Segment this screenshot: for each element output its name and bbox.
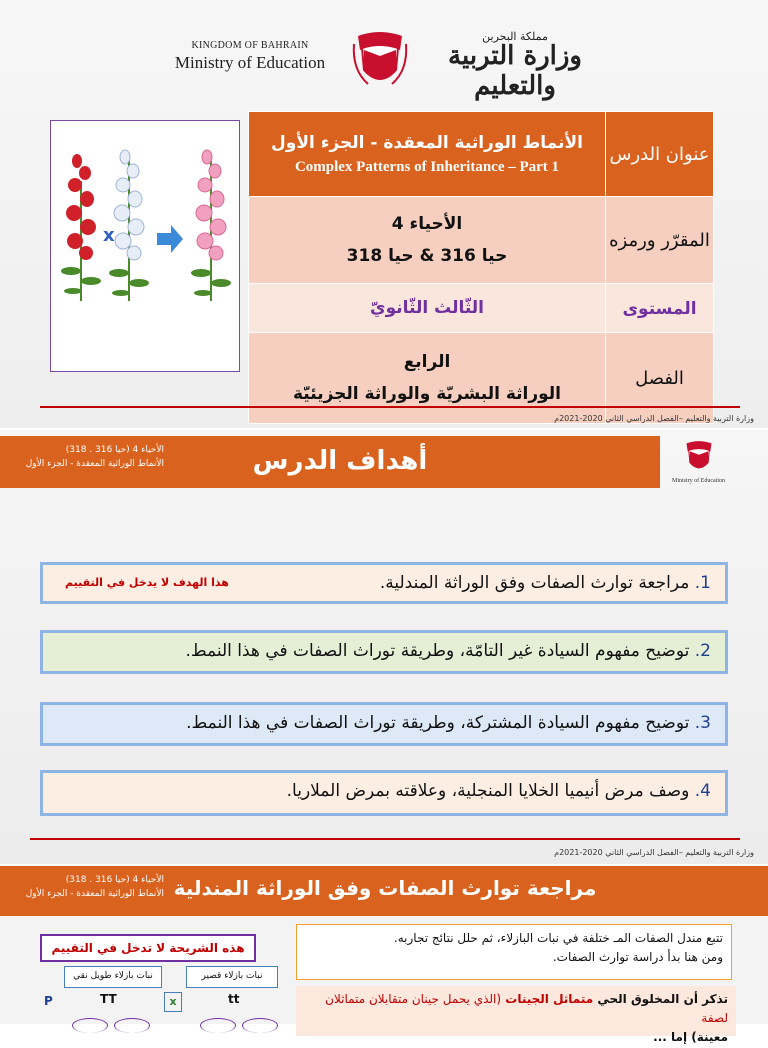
slide-objectives xyxy=(0,430,768,864)
banner-lesson: الأنماط الوراثية المعقدة - الجزء الأول xyxy=(25,458,164,469)
chapter-number: الرابع xyxy=(403,351,451,372)
objective-note: هذا الهدف لا يدخل في التقييم xyxy=(65,576,229,589)
objective-text xyxy=(186,713,711,733)
homozygous-line2: معينة) إما ... xyxy=(653,1030,728,1045)
short-genotype: tt xyxy=(228,992,240,1006)
level-label-text: المستوى xyxy=(622,298,697,319)
chapter-row xyxy=(249,333,714,424)
level-label xyxy=(606,284,714,333)
objective-number: 2. xyxy=(694,641,711,661)
snapdragon-flowers-icon xyxy=(51,121,239,371)
objectives-banner xyxy=(0,436,660,488)
level-row xyxy=(249,284,714,333)
cross-symbol: x xyxy=(164,992,182,1012)
lesson-title-cell xyxy=(249,112,606,197)
kingdom-label-ar: مملكة البحرين xyxy=(482,30,548,43)
gamete-circle-icon xyxy=(114,1018,150,1033)
snapdragon-cross-image xyxy=(50,120,240,372)
mendel-info-box xyxy=(296,924,732,980)
slide-footer: وزارة التربية والتعليم –الفصل الدراسي الثاني 2020-2021م xyxy=(554,848,754,857)
chapter-name: الوراثة البشريّة والوراثة الجزيئيّة xyxy=(293,384,561,404)
objectives-heading: أهداف الدرس xyxy=(252,446,428,476)
objective-item xyxy=(40,770,728,816)
mendel-heading: مراجعة توارث الصفات وفق الوراثة المندلية xyxy=(173,876,597,900)
objective-number: 1. xyxy=(694,573,711,593)
svg-text:x: x xyxy=(103,225,115,246)
slide-lesson-info xyxy=(0,0,768,428)
banner-subtitle xyxy=(14,444,164,471)
mendel-info-line2: ومن هنا بدأ دراسة توارث الصفات. xyxy=(552,949,723,964)
lesson-title-row xyxy=(249,112,714,197)
ministry-logo-english xyxy=(160,40,340,73)
lesson-info-table xyxy=(248,111,714,424)
homozygous-info-box xyxy=(296,986,736,1045)
course-code: حيا 316 & حيا 318 xyxy=(346,246,508,266)
ministry-logo-arabic xyxy=(420,30,610,101)
objective-item xyxy=(40,562,728,604)
chapter-cell xyxy=(249,333,606,424)
objective-item xyxy=(40,702,728,746)
objective-label: توضيح مفهوم السيادة غير التامّة، وطريقة توراث الصفات في هذا النمط. xyxy=(185,641,690,661)
banner-lesson: الأنماط الوراثية المعقدة - الجزء الأول xyxy=(25,888,164,899)
level-value: الثّالث الثّانويّ xyxy=(370,298,484,318)
level-cell xyxy=(249,284,606,333)
banner-course: الأحياء 4 (حيا 316 . 318) xyxy=(65,875,164,885)
ministry-logo-small xyxy=(672,440,725,484)
footer-divider xyxy=(40,406,740,408)
parent-generation-label: P xyxy=(44,994,53,1008)
course-cell xyxy=(249,197,606,284)
homozygous-definition: (الذي يحمل جينان متقابلان متماثلان لصفة xyxy=(325,992,728,1026)
banner-subtitle xyxy=(14,874,164,901)
slide-mendel-review xyxy=(0,866,768,1045)
bahrain-emblem-icon xyxy=(350,30,410,90)
mendel-info-line1: تتبع مندل الصفات المـ ختلفة في نبات البازلاء، ثم حلل نتائج تجاربه. xyxy=(393,931,723,945)
gamete-circle-icon xyxy=(200,1018,236,1033)
objective-label: مراجعة توارث الصفات وفق الوراثة المندلية. xyxy=(379,573,690,593)
course-row xyxy=(249,197,714,284)
chapter-label: الفصل xyxy=(606,333,714,424)
slide-note: هذه الشريحة لا تدخل في التقييم xyxy=(40,934,256,962)
lesson-label: عنوان الدرس xyxy=(606,112,714,197)
footer-divider xyxy=(30,838,740,840)
slide-footer: وزارة التربية والتعليم –الفصل الدراسي الثاني 2020-2021م xyxy=(554,414,754,423)
homozygous-text-a: تذكر أن المخلوق الحي xyxy=(597,992,728,1006)
objective-number: 3. xyxy=(694,713,711,733)
tall-genotype: TT xyxy=(100,992,117,1006)
objective-item xyxy=(40,630,728,674)
banner-course: الأحياء 4 (حيا 316 . 318) xyxy=(65,445,164,455)
objective-text xyxy=(380,573,711,593)
ministry-label: Ministry of Education xyxy=(174,53,326,72)
lesson-title-ar: الأنماط الوراثية المعقدة - الجزء الأول xyxy=(271,132,583,153)
gamete-circle-icon xyxy=(72,1018,108,1033)
tall-plant-label: نبات بازلاء طويل نقي xyxy=(64,966,162,988)
objective-text xyxy=(287,781,711,801)
bahrain-emblem-small-icon xyxy=(682,440,716,474)
objective-label: وصف مرض أنيميا الخلايا المنجلية، وعلاقته بمرض الملاريا. xyxy=(286,781,690,801)
lesson-title-en: Complex Patterns of Inheritance – Part 1 xyxy=(294,158,560,175)
course-name: الأحياء 4 xyxy=(391,213,463,234)
course-label: المقرّر ورمزه xyxy=(606,197,714,284)
ministry-label-ar: وزارة التربية والتعليم xyxy=(448,41,582,101)
ministry-small-label: Ministry of Education xyxy=(672,478,725,484)
kingdom-label: KINGDOM OF BAHRAIN xyxy=(191,40,309,51)
homozygous-line1 xyxy=(304,990,728,1028)
gamete-circle-icon xyxy=(242,1018,278,1033)
objective-text xyxy=(185,641,711,661)
homozygous-term: متماثل الجينات xyxy=(505,992,594,1006)
short-plant-label: نبات بازلاء قصير xyxy=(186,966,278,988)
objective-label: توضيح مفهوم السيادة المشتركة، وطريقة توراث الصفات في هذا النمط. xyxy=(186,713,690,733)
mendel-banner xyxy=(0,866,768,916)
objective-number: 4. xyxy=(694,781,711,801)
